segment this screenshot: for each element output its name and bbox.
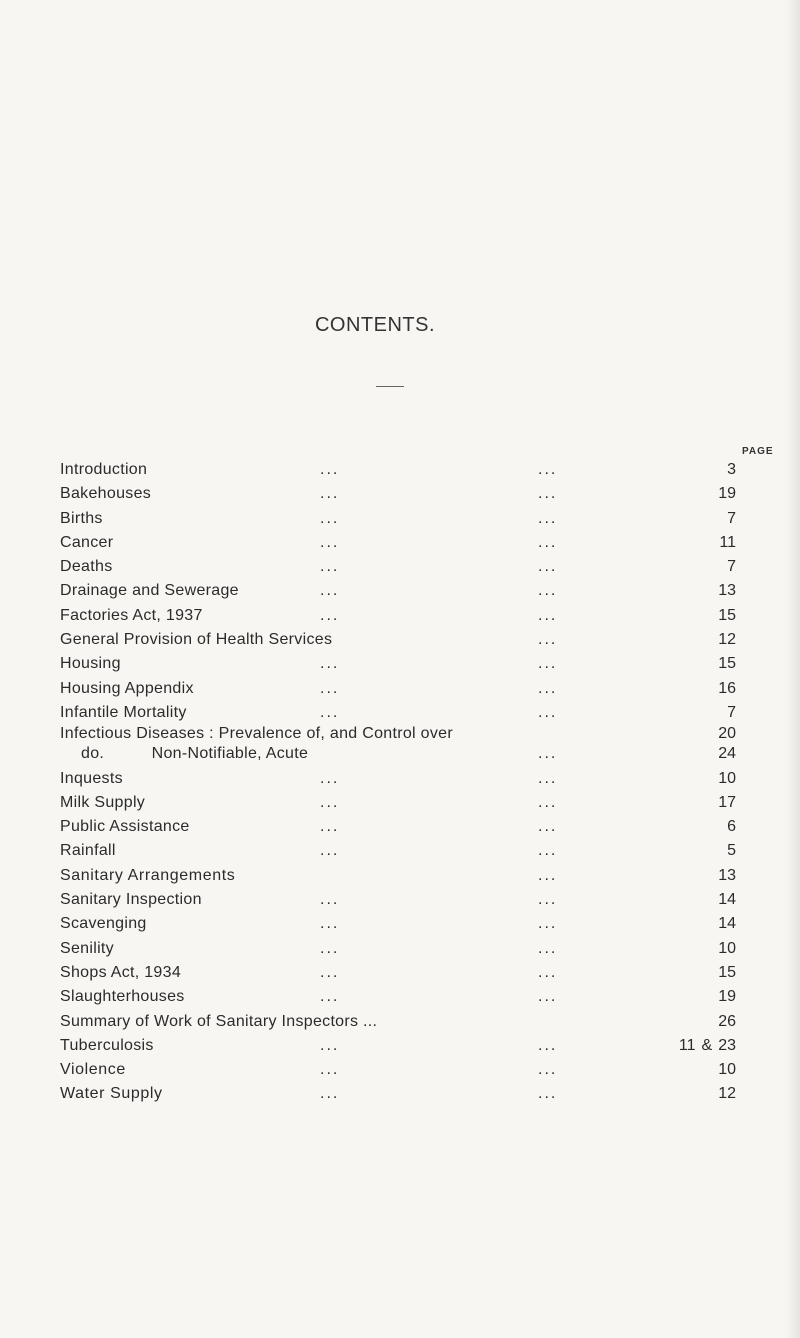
leader-dots: ... [320, 461, 340, 478]
entry-page-number: 7 [727, 509, 736, 527]
entry-page-number: 12 [718, 631, 736, 649]
entry-page-number: 24 [718, 745, 736, 763]
entry-page-number: 7 [727, 558, 736, 576]
leader-dots: ... [538, 939, 558, 957]
entry-page-number: 14 [718, 891, 736, 909]
entry-label: Rainfall [60, 842, 116, 860]
leader-dots: ... [538, 679, 558, 697]
entry-label: Scavenging [60, 915, 147, 933]
entry-label: General Provision of Health Services [60, 631, 333, 649]
entry-label: Public Assistance [60, 818, 190, 836]
leader-dots: ... [320, 963, 340, 981]
leader-dots: ... [320, 988, 340, 1006]
contents-entry [60, 677, 760, 701]
leader-dots: ... [320, 793, 340, 811]
entry-page-number: 19 [718, 988, 736, 1006]
entry-label: Sanitary Inspection [60, 891, 202, 909]
leader-dots: ... [320, 1036, 340, 1054]
contents-entry [60, 839, 760, 863]
leader-dots: ... [320, 939, 340, 957]
entry-page-number: 15 [718, 606, 736, 624]
entry-page-number: 16 [718, 679, 736, 697]
leader-dots: ... [320, 842, 340, 860]
leader-dots: ... [538, 963, 558, 981]
entry-page-number: 20 [718, 725, 736, 743]
contents-entry [60, 531, 760, 555]
entry-page-number: 10 [718, 939, 736, 957]
entry-label: Tuberculosis [60, 1036, 154, 1054]
contents-entry [60, 1034, 760, 1058]
entry-label: Deaths [60, 558, 113, 576]
leader-dots: ... [320, 1085, 340, 1103]
leader-dots: ... [538, 842, 558, 860]
contents-entry [60, 888, 760, 912]
leader-dots: ... [538, 1036, 558, 1054]
entry-label: Sanitary Arrangements [60, 866, 236, 884]
leader-dots: ... [538, 793, 558, 811]
contents-entry [60, 864, 760, 888]
contents-entry [60, 482, 760, 506]
entry-page-number: 10 [718, 769, 736, 787]
contents-entry [60, 815, 760, 839]
entry-label: Violence [60, 1061, 126, 1079]
leader-dots: ... [320, 703, 340, 721]
leader-dots: ... [320, 915, 340, 933]
contents-entry [60, 1058, 760, 1082]
entry-page-number: 13 [718, 866, 736, 884]
leader-dots: ... [320, 655, 340, 673]
contents-list [60, 458, 760, 1107]
leader-dots: ... [538, 818, 558, 836]
leader-dots: ... [320, 891, 340, 909]
leader-dots: ... [320, 533, 340, 551]
leader-dots: ... [538, 582, 558, 600]
leader-dots: ... [538, 631, 558, 649]
contents-entry [60, 555, 760, 579]
entry-label: Housing Appendix [60, 679, 194, 697]
contents-entry [60, 507, 760, 531]
leader-dots: ... [538, 866, 558, 884]
entry-page-number: 26 [718, 1012, 736, 1030]
leader-dots: ... [320, 558, 340, 576]
leader-dots: ... [538, 533, 558, 551]
contents-entry [60, 791, 760, 815]
entry-label: Senility [60, 939, 114, 957]
leader-dots: ... [538, 988, 558, 1006]
contents-entry [60, 1010, 760, 1034]
leader-dots: ... [320, 679, 340, 697]
leader-dots: ... [320, 818, 340, 836]
entry-page-number: 17 [718, 793, 736, 811]
entry-page-number: 11 [719, 533, 736, 551]
entry-page-number: 14 [718, 915, 736, 933]
entry-page-number: 15 [718, 655, 736, 673]
leader-dots: ... [538, 558, 558, 576]
leader-dots: ... [538, 703, 558, 721]
entry-label: Bakehouses [60, 485, 152, 503]
contents-entry [60, 937, 760, 961]
entry-label: Infectious Diseases : Prevalence of, and Control over [60, 725, 453, 743]
contents-entry [60, 912, 760, 936]
page-column-header: PAGE [742, 446, 774, 457]
entry-page-number: 10 [718, 1061, 736, 1079]
page-title: CONTENTS. [314, 314, 436, 336]
entry-page-number-first: 11 [678, 1036, 696, 1054]
contents-entry [60, 652, 760, 676]
entry-label: Housing [60, 655, 121, 673]
entry-page-number: 7 [727, 703, 736, 721]
entry-page-number [596, 1034, 760, 1058]
contents-entry [60, 628, 760, 652]
leader-dots: ... [320, 1061, 340, 1079]
entry-label: Water Supply [60, 1085, 163, 1103]
leader-dots: ... [320, 606, 340, 624]
entry-page-number-second: 23 [718, 1036, 736, 1054]
contents-entry [60, 961, 760, 985]
contents-entry [60, 701, 760, 725]
leader-dots: ... [538, 745, 558, 763]
entry-page-number: 3 [727, 461, 736, 478]
entry-label: do. Non-Notifiable, Acute [81, 745, 309, 763]
contents-entry [60, 742, 760, 766]
leader-dots: ... [320, 509, 340, 527]
entry-label: Introduction [60, 461, 148, 478]
contents-entry [60, 767, 760, 791]
entry-page-number: 15 [718, 963, 736, 981]
leader-dots: ... [538, 1061, 558, 1079]
entry-page-number: 12 [718, 1085, 736, 1103]
entry-label: Cancer [60, 533, 114, 551]
entry-page-number: 19 [718, 485, 736, 503]
leader-dots: ... [538, 655, 558, 673]
page-ampersand: & [701, 1036, 713, 1054]
contents-entry [60, 604, 760, 628]
leader-dots: ... [538, 606, 558, 624]
entry-page-number: 5 [727, 842, 736, 860]
leader-dots: ... [538, 485, 558, 503]
entry-label: Factories Act, 1937 [60, 606, 203, 624]
entry-label: Slaughterhouses [60, 988, 185, 1006]
entry-page-number: 6 [727, 818, 736, 836]
entry-page-number: 13 [718, 582, 736, 600]
entry-label: Births [60, 509, 103, 527]
entry-label: Inquests [60, 769, 123, 787]
leader-dots: ... [538, 1085, 558, 1103]
contents-entry [60, 985, 760, 1009]
leader-dots: ... [538, 461, 558, 478]
title-divider [376, 386, 404, 387]
leader-dots: ... [320, 485, 340, 503]
leader-dots: ... [538, 915, 558, 933]
contents-entry [60, 579, 760, 603]
leader-dots: ... [320, 769, 340, 787]
entry-label: Milk Supply [60, 793, 146, 811]
entry-label: Infantile Mortality [60, 703, 187, 721]
contents-entry [60, 725, 760, 742]
page-edge-shadow [786, 0, 800, 1338]
contents-entry [60, 458, 760, 482]
contents-entry [60, 1082, 760, 1106]
leader-dots: ... [538, 769, 558, 787]
leader-dots: ... [538, 891, 558, 909]
entry-label: Shops Act, 1934 [60, 963, 182, 981]
leader-dots: ... [320, 582, 340, 600]
entry-label: Drainage and Sewerage [60, 582, 239, 600]
entry-label: Summary of Work of Sanitary Inspectors ... [60, 1012, 378, 1030]
leader-dots: ... [538, 509, 558, 527]
